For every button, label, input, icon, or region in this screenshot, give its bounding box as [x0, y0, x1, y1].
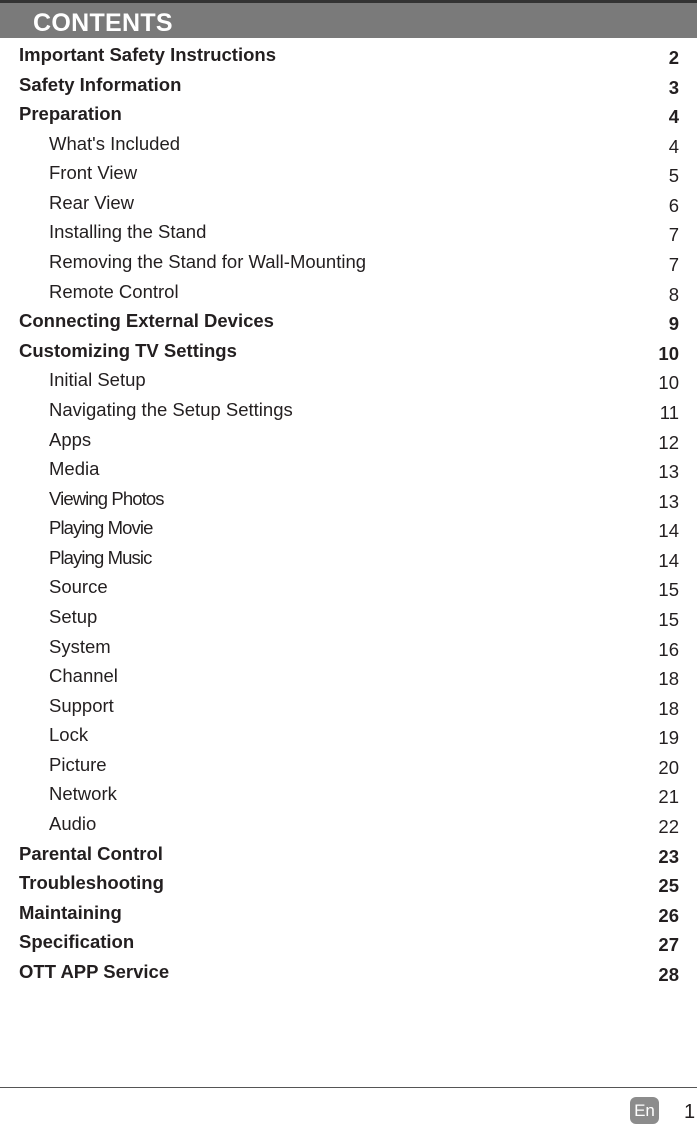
toc-entry-page-number: 10: [658, 342, 679, 364]
toc-entry-title: Media: [49, 458, 100, 480]
toc-section-entry[interactable]: [0, 336, 697, 366]
toc-subsection-entry[interactable]: [0, 158, 697, 188]
footer-divider: [0, 1087, 697, 1088]
toc-subsection-entry[interactable]: [0, 720, 697, 750]
toc-entry-page-number: 15: [658, 608, 679, 630]
toc-subsection-entry[interactable]: [0, 632, 697, 662]
toc-entry-page-number: 10: [658, 372, 679, 394]
toc-entry-title: Rear View: [49, 191, 135, 213]
language-badge: En: [630, 1097, 659, 1124]
toc-entry-page-number: 20: [658, 756, 679, 778]
toc-entry-page-number: 26: [658, 904, 679, 926]
toc-subsection-entry[interactable]: [0, 188, 697, 218]
toc-entry-page-number: 28: [658, 963, 679, 985]
toc-subsection-entry[interactable]: [0, 661, 697, 691]
toc-entry-page-number: 27: [658, 934, 679, 956]
toc-entry-page-number: 9: [668, 313, 679, 335]
toc-entry-page-number: 19: [658, 727, 679, 749]
toc-entry-title: Source: [49, 576, 108, 598]
toc-entry-title: Safety Information: [19, 73, 182, 95]
toc-subsection-entry[interactable]: [0, 779, 697, 809]
page-number: 1: [684, 1101, 696, 1123]
toc-entry-page-number: 18: [658, 697, 679, 719]
toc-entry-page-number: 3: [668, 76, 679, 98]
toc-entry-title: Parental Control: [19, 842, 163, 864]
toc-section-entry[interactable]: [0, 898, 697, 928]
toc-entry-page-number: 23: [658, 845, 679, 867]
toc-entry-title: Apps: [49, 428, 92, 450]
toc-entry-page-number: 13: [658, 461, 679, 483]
toc-subsection-entry[interactable]: [0, 247, 697, 277]
toc-entry-title: Customizing TV Settings: [19, 339, 237, 361]
toc-subsection-entry[interactable]: [0, 395, 697, 425]
toc-entry-page-number: 21: [658, 786, 679, 808]
toc-section-entry[interactable]: [0, 957, 697, 987]
toc-subsection-entry[interactable]: [0, 454, 697, 484]
toc-entry-page-number: 12: [658, 431, 679, 453]
toc-entry-page-number: 11: [659, 401, 679, 423]
toc-section-entry[interactable]: [0, 868, 697, 898]
toc-entry-page-number: 4: [668, 106, 679, 128]
toc-subsection-entry[interactable]: [0, 750, 697, 780]
toc-entry-title: Setup: [49, 605, 98, 627]
toc-entry-page-number: 14: [658, 520, 679, 542]
toc-section-entry[interactable]: [0, 70, 697, 100]
table-of-contents: [0, 40, 697, 987]
toc-subsection-entry[interactable]: [0, 691, 697, 721]
toc-entry-title: OTT APP Service: [19, 960, 170, 982]
toc-subsection-entry[interactable]: [0, 484, 697, 514]
toc-entry-title: What's Included: [49, 132, 181, 154]
toc-section-entry[interactable]: [0, 927, 697, 957]
toc-section-entry[interactable]: [0, 40, 697, 70]
toc-entry-page-number: 15: [658, 579, 679, 601]
toc-entry-page-number: 16: [658, 638, 679, 660]
toc-entry-title: Support: [49, 694, 114, 716]
toc-subsection-entry[interactable]: [0, 513, 697, 543]
toc-subsection-entry[interactable]: [0, 543, 697, 573]
toc-entry-title: Network: [49, 783, 117, 805]
toc-entry-title: Maintaining: [19, 901, 122, 923]
toc-entry-title: System: [49, 635, 111, 657]
toc-subsection-entry[interactable]: [0, 217, 697, 247]
toc-entry-title: Installing the Stand: [49, 221, 207, 243]
toc-entry-page-number: 7: [668, 254, 679, 276]
toc-subsection-entry[interactable]: [0, 425, 697, 455]
toc-entry-page-number: 22: [658, 816, 679, 838]
toc-section-entry[interactable]: [0, 306, 697, 336]
toc-entry-title: Remote Control: [49, 280, 179, 302]
toc-entry-page-number: 5: [668, 165, 679, 187]
toc-entry-title: Lock: [49, 724, 89, 746]
toc-entry-title: Troubleshooting: [19, 872, 164, 894]
toc-entry-page-number: 6: [668, 194, 679, 216]
toc-entry-title: Removing the Stand for Wall-Mounting: [49, 251, 367, 273]
toc-entry-page-number: 18: [658, 668, 679, 690]
toc-entry-page-number: 13: [658, 490, 679, 512]
toc-subsection-entry[interactable]: [0, 129, 697, 159]
toc-entry-page-number: 7: [668, 224, 679, 246]
toc-subsection-entry[interactable]: [0, 572, 697, 602]
page-title: CONTENTS: [33, 9, 173, 37]
toc-entry-title: Playing Movie: [49, 517, 153, 539]
toc-entry-title: Audio: [49, 813, 97, 835]
toc-entry-title: Specification: [19, 931, 135, 953]
toc-section-entry[interactable]: [0, 99, 697, 129]
toc-subsection-entry[interactable]: [0, 809, 697, 839]
toc-entry-page-number: 8: [668, 283, 679, 305]
toc-entry-title: Connecting External Devices: [19, 310, 274, 332]
toc-subsection-entry[interactable]: [0, 602, 697, 632]
toc-entry-title: Front View: [49, 162, 138, 184]
toc-entry-title: Viewing Photos: [49, 487, 164, 509]
toc-subsection-entry[interactable]: [0, 277, 697, 307]
toc-entry-title: Playing Music: [49, 546, 152, 568]
toc-entry-page-number: 4: [668, 135, 679, 157]
toc-entry-page-number: 25: [658, 875, 679, 897]
toc-section-entry[interactable]: [0, 839, 697, 869]
toc-entry-title: Important Safety Instructions: [19, 44, 276, 65]
toc-subsection-entry[interactable]: [0, 365, 697, 395]
toc-entry-title: Preparation: [19, 103, 122, 125]
toc-entry-title: Navigating the Setup Settings: [49, 398, 293, 420]
toc-entry-title: Initial Setup: [49, 369, 146, 391]
toc-entry-page-number: 2: [668, 47, 679, 68]
toc-entry-page-number: 14: [658, 549, 679, 571]
contents-header-bar: [0, 0, 697, 38]
toc-entry-title: Channel: [49, 665, 118, 687]
toc-entry-title: Picture: [49, 753, 107, 775]
